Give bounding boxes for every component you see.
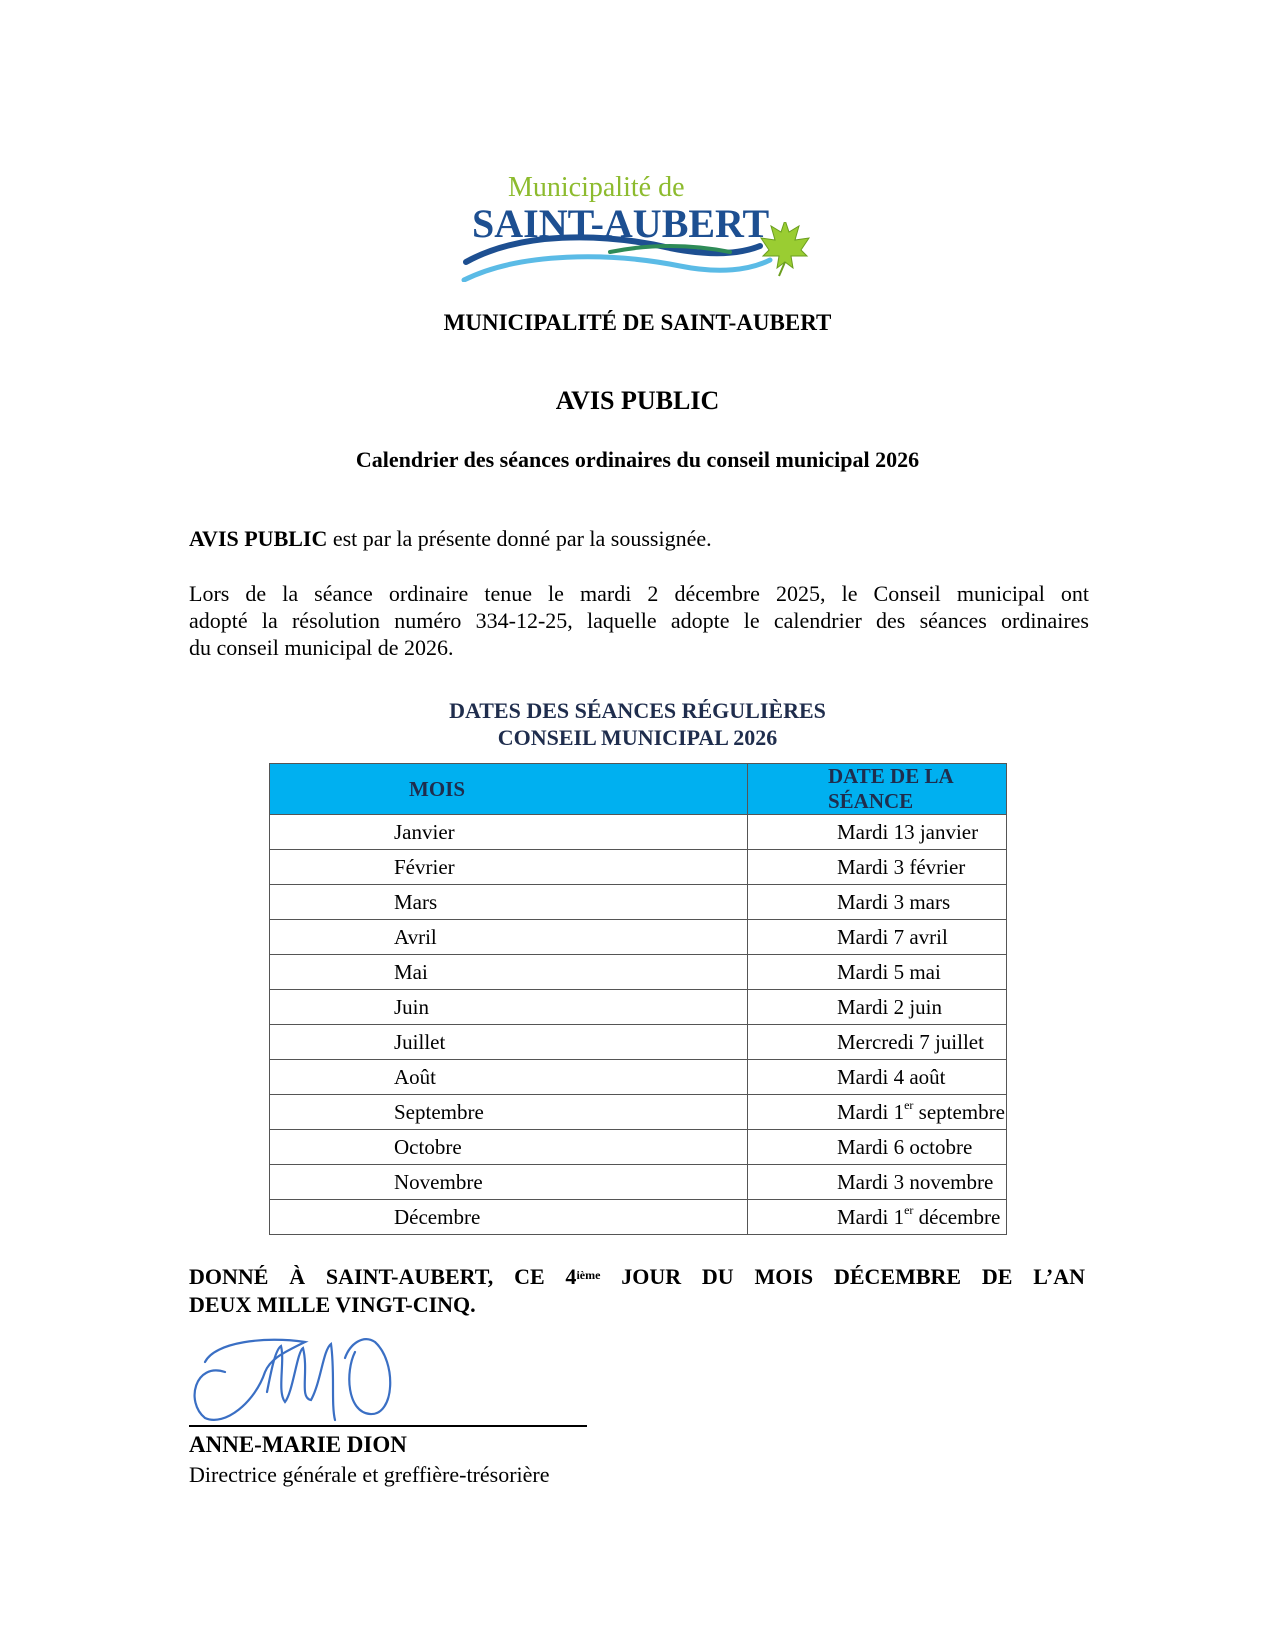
resolution-line-1: Lors de la séance ordinaire tenue le mardi 2 décembre 2025, le Conseil municipal ont — [189, 581, 1089, 606]
table-row — [270, 990, 1007, 1025]
logo-waves-icon — [460, 222, 830, 282]
table-row — [270, 1025, 1007, 1060]
date-cell: Mardi 13 janvier — [748, 815, 1007, 850]
signer-title: Directrice générale et greffière-trésorière — [189, 1462, 550, 1487]
date-cell — [748, 1095, 1007, 1130]
logo-text-municipalite: Municipalité de — [508, 172, 685, 203]
handwritten-signature — [185, 1332, 415, 1424]
table-row — [270, 920, 1007, 955]
intro-paragraph — [189, 525, 1089, 552]
month-cell: Janvier — [270, 815, 748, 850]
month-cell: Juillet — [270, 1025, 748, 1060]
table-row — [270, 1165, 1007, 1200]
ordinal-suffix: er — [904, 1097, 914, 1112]
resolution-line-2: adopté la résolution numéro 334-12-25, laquelle adopte le calendrier des séances ordinaires — [189, 608, 1089, 633]
month-cell: Octobre — [270, 1130, 748, 1165]
table-row — [270, 955, 1007, 990]
closing-line-1 — [189, 1263, 1085, 1291]
date-cell: Mardi 3 février — [748, 850, 1007, 885]
month-cell: Février — [270, 850, 748, 885]
table-row — [270, 885, 1007, 920]
closing-statement — [189, 1263, 1085, 1319]
column-header-month: MOIS — [270, 764, 748, 815]
signer-name: ANNE-MARIE DION — [189, 1432, 407, 1457]
date-cell: Mardi 6 octobre — [748, 1130, 1007, 1165]
ordinal-suffix: er — [904, 1202, 914, 1217]
maple-leaf-icon — [761, 222, 809, 276]
table-title-line-1: DATES DES SÉANCES RÉGULIÈRES — [449, 698, 826, 723]
date-text: Mardi 1 — [837, 1099, 905, 1124]
ordinal-suffix: ième — [576, 1268, 601, 1282]
date-cell — [748, 1200, 1007, 1235]
date-cell: Mardi 5 mai — [748, 955, 1007, 990]
month-cell: Septembre — [270, 1095, 748, 1130]
date-cell: Mardi 4 août — [748, 1060, 1007, 1095]
municipality-logo — [460, 172, 830, 282]
month-cell: Mars — [270, 885, 748, 920]
date-cell: Mardi 3 mars — [748, 885, 1007, 920]
intro-rest: est par la présente donné par la soussignée. — [327, 526, 712, 551]
date-cell: Mardi 3 novembre — [748, 1165, 1007, 1200]
resolution-line-3: du conseil municipal de 2026. — [189, 635, 454, 660]
table-title-line-2: CONSEIL MUNICIPAL 2026 — [497, 725, 778, 750]
column-header-date: DATE DE LA SÉANCE — [748, 764, 1007, 815]
date-cell: Mercredi 7 juillet — [748, 1025, 1007, 1060]
table-row — [270, 850, 1007, 885]
date-text: Mardi 1 — [837, 1204, 905, 1229]
month-cell: Avril — [270, 920, 748, 955]
logo-text-saint-aubert: SAINT-AUBERT — [472, 201, 770, 246]
table-row — [270, 1200, 1007, 1235]
month-cell: Juin — [270, 990, 748, 1025]
table-header-row — [270, 764, 1007, 815]
month-cell: Décembre — [270, 1200, 748, 1235]
month-cell: Novembre — [270, 1165, 748, 1200]
date-text: décembre — [913, 1204, 1001, 1229]
closing-line-2: DEUX MILLE VINGT-CINQ. — [189, 1292, 476, 1317]
closing-text: DONNÉ À SAINT-AUBERT, CE 4 — [189, 1264, 577, 1289]
month-cell: Mai — [270, 955, 748, 990]
date-cell: Mardi 2 juin — [748, 990, 1007, 1025]
closing-text: JOUR DU MOIS DÉCEMBRE DE L’AN — [600, 1264, 1085, 1289]
date-text: septembre — [913, 1099, 1005, 1124]
subject-heading: Calendrier des séances ordinaires du conseil municipal 2026 — [355, 447, 920, 472]
municipality-heading: MUNICIPALITÉ DE SAINT-AUBERT — [443, 310, 832, 335]
table-row — [270, 1060, 1007, 1095]
table-row — [270, 815, 1007, 850]
schedule-table — [269, 763, 1007, 1235]
resolution-paragraph — [189, 580, 1089, 661]
notice-heading: AVIS PUBLIC — [555, 386, 720, 415]
signature-line — [189, 1425, 587, 1427]
date-cell: Mardi 7 avril — [748, 920, 1007, 955]
intro-bold: AVIS PUBLIC — [189, 526, 328, 551]
table-row — [270, 1130, 1007, 1165]
month-cell: Août — [270, 1060, 748, 1095]
table-row — [270, 1095, 1007, 1130]
